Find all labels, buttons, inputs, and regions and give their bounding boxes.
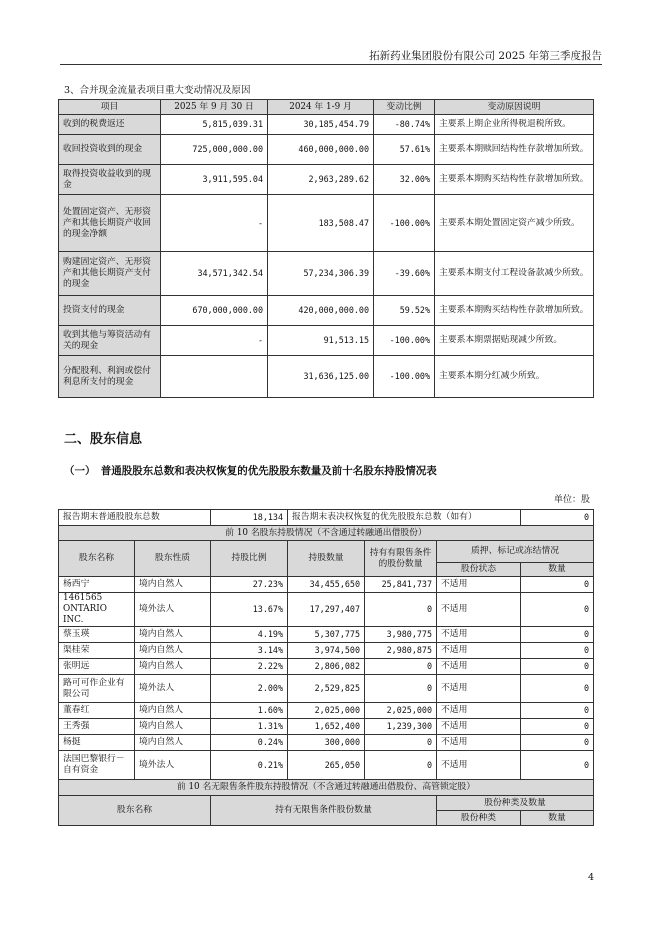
holder-restricted: 0	[365, 659, 437, 675]
report-header-title: 拓新药业集团股份有限公司 2025 年第三季度报告	[369, 50, 602, 62]
ur-col-share-type: 股份种类	[437, 811, 521, 826]
cashflow-changes-table	[58, 99, 594, 398]
shareholder-row	[59, 719, 594, 735]
cf-current-value: 34,571,342.54	[161, 252, 268, 296]
holder-restricted: 2,980,875	[365, 643, 437, 659]
cf-item-name: 投资支付的现金	[59, 296, 161, 326]
holder-ratio: 2.22%	[211, 659, 288, 675]
cashflow-row	[59, 326, 594, 356]
cf-change-ratio: -39.60%	[374, 252, 435, 296]
shareholder-row	[59, 577, 594, 593]
cf-header-change: 变动比例	[374, 100, 435, 115]
holder-share-status: 不适用	[437, 643, 521, 659]
holder-ratio: 13.67%	[211, 593, 288, 627]
cashflow-row	[59, 165, 594, 195]
col-holding-qty: 持股数量	[288, 541, 365, 577]
holder-qty: 34,455,650	[288, 577, 365, 593]
holder-qty: 1,652,400	[288, 719, 365, 735]
cashflow-row	[59, 356, 594, 398]
cf-change-reason: 主要系本期票据贴现减少所致。	[435, 326, 594, 356]
ur-col-holder-name: 股东名称	[59, 796, 211, 826]
holder-restricted: 0	[365, 735, 437, 751]
cf-prior-value: 2,963,289.62	[268, 165, 374, 195]
holder-share-status: 不适用	[437, 659, 521, 675]
holder-qty: 2,025,000	[288, 703, 365, 719]
cf-change-ratio: 57.61%	[374, 135, 435, 165]
holder-share-status: 不适用	[437, 703, 521, 719]
top10-title: 前 10 名股东持股情况（不含通过转融通出借股份）	[59, 526, 594, 541]
page-number: 4	[587, 872, 594, 883]
unrestricted-title: 前 10 名无限售条件股东持股情况（不含通过转融通出借股份、高管锁定股）	[59, 780, 594, 796]
holder-ratio: 1.31%	[211, 719, 288, 735]
cf-change-reason: 主要系本期赎回结构性存款增加所致。	[435, 135, 594, 165]
holder-ratio: 0.24%	[211, 735, 288, 751]
cf-change-ratio: -100.00%	[374, 356, 435, 398]
holder-pledge-amount: 0	[521, 703, 594, 719]
holder-ratio: 1.60%	[211, 703, 288, 719]
shareholder-row	[59, 675, 594, 703]
shareholder-row	[59, 643, 594, 659]
holder-pledge-amount: 0	[521, 643, 594, 659]
holder-nature: 境内自然人	[135, 735, 211, 751]
holder-nature: 境内自然人	[135, 643, 211, 659]
cf-header-item: 项目	[59, 100, 161, 115]
holder-qty: 17,297,407	[288, 593, 365, 627]
holder-pledge-amount: 0	[521, 627, 594, 643]
header-rule	[60, 64, 602, 65]
cf-item-name: 取得投资收益收到的现金	[59, 165, 161, 195]
holder-qty: 2,529,825	[288, 675, 365, 703]
holder-name: 路可可作企业有限公司	[59, 675, 135, 703]
holder-name: 董春红	[59, 703, 135, 719]
holder-restricted: 2,025,000	[365, 703, 437, 719]
holder-qty: 300,000	[288, 735, 365, 751]
cf-item-name: 分配股利、利润或偿付利息所支付的现金	[59, 356, 161, 398]
cf-change-reason: 主要系本期购买结构性存款增加所致。	[435, 165, 594, 195]
holder-nature: 境内自然人	[135, 627, 211, 643]
cf-current-value	[161, 356, 268, 398]
cashflow-row	[59, 115, 594, 135]
holder-name: 法国巴黎银行－自有资金	[59, 751, 135, 780]
holder-restricted: 0	[365, 593, 437, 627]
cashflow-row	[59, 195, 594, 252]
holder-share-status: 不适用	[437, 593, 521, 627]
cf-current-value: -	[161, 195, 268, 252]
holder-nature: 境内自然人	[135, 703, 211, 719]
holder-restricted: 1,239,300	[365, 719, 437, 735]
cf-header-prior: 2024 年 1-9 月	[268, 100, 374, 115]
holder-name: 杨挺	[59, 735, 135, 751]
holder-ratio: 4.19%	[211, 627, 288, 643]
shareholder-row	[59, 735, 594, 751]
cf-change-reason: 主要系上期企业所得税退税所致。	[435, 115, 594, 135]
cf-change-ratio: 59.52%	[374, 296, 435, 326]
cf-change-ratio: 32.00%	[374, 165, 435, 195]
cf-prior-value: 31,636,125.00	[268, 356, 374, 398]
holder-name: 王秀强	[59, 719, 135, 735]
shareholder-section-title: 二、股东信息	[64, 432, 143, 447]
holder-share-status: 不适用	[437, 751, 521, 780]
cf-prior-value: 183,508.47	[268, 195, 374, 252]
col-pledge-group: 质押、标记或冻结情况	[437, 541, 594, 563]
holder-nature: 境内自然人	[135, 577, 211, 593]
cf-prior-value: 57,234,306.39	[268, 252, 374, 296]
ur-col-unrestricted-qty: 持有无限售条件股份数量	[211, 796, 437, 826]
holder-nature: 境外法人	[135, 675, 211, 703]
cf-prior-value: 30,185,454.79	[268, 115, 374, 135]
preferred-holders-label: 报告期末表决权恢复的优先股股东总数（如有）	[288, 510, 521, 526]
holder-share-status: 不适用	[437, 735, 521, 751]
holder-name: 杨西宁	[59, 577, 135, 593]
holder-share-status: 不适用	[437, 627, 521, 643]
holder-nature: 境内自然人	[135, 659, 211, 675]
cf-item-name: 处置固定资产、无形资产和其他长期资产收回的现金净额	[59, 195, 161, 252]
holder-qty: 3,974,500	[288, 643, 365, 659]
cf-current-value: 3,911,595.04	[161, 165, 268, 195]
col-pledge-amount: 数量	[521, 563, 594, 577]
cf-prior-value: 420,000,000.00	[268, 296, 374, 326]
cf-current-value: 5,815,039.31	[161, 115, 268, 135]
holder-share-status: 不适用	[437, 577, 521, 593]
holder-pledge-amount: 0	[521, 719, 594, 735]
cf-header-current: 2025 年 9 月 30 日	[161, 100, 268, 115]
holder-pledge-amount: 0	[521, 577, 594, 593]
col-holder-nature: 股东性质	[135, 541, 211, 577]
col-holding-ratio: 持股比例	[211, 541, 288, 577]
ur-col-amount: 数量	[521, 811, 594, 826]
holder-pledge-amount: 0	[521, 751, 594, 780]
cf-change-ratio: -80.74%	[374, 115, 435, 135]
holder-restricted: 0	[365, 675, 437, 703]
cashflow-section-title: 3、合并现金流量表项目重大变动情况及原因	[64, 85, 251, 96]
cf-change-ratio: -100.00%	[374, 195, 435, 252]
cf-current-value: -	[161, 326, 268, 356]
holder-restricted: 25,841,737	[365, 577, 437, 593]
holder-ratio: 27.23%	[211, 577, 288, 593]
cf-prior-value: 91,513.15	[268, 326, 374, 356]
common-holders-value: 18,134	[211, 510, 288, 526]
holder-pledge-amount: 0	[521, 593, 594, 627]
cf-item-name: 收回投资收到的现金	[59, 135, 161, 165]
shareholder-row	[59, 627, 594, 643]
cf-change-reason: 主要系本期购买结构性存款增加所致。	[435, 296, 594, 326]
cf-current-value: 670,000,000.00	[161, 296, 268, 326]
holder-nature: 境外法人	[135, 751, 211, 780]
cf-change-ratio: -100.00%	[374, 326, 435, 356]
cf-prior-value: 460,000,000.00	[268, 135, 374, 165]
holder-nature: 境内自然人	[135, 719, 211, 735]
holder-ratio: 2.00%	[211, 675, 288, 703]
holder-ratio: 3.14%	[211, 643, 288, 659]
col-holder-name: 股东名称	[59, 541, 135, 577]
unit-label: 单位：股	[553, 495, 590, 505]
common-holders-label: 报告期末普通股股东总数	[59, 510, 211, 526]
cf-header-reason: 变动原因说明	[435, 100, 594, 115]
holder-restricted: 0	[365, 751, 437, 780]
holder-name: 张明远	[59, 659, 135, 675]
holder-name: 1461565 ONTARIO INC.	[59, 593, 135, 627]
holder-pledge-amount: 0	[521, 659, 594, 675]
cf-current-value: 725,000,000.00	[161, 135, 268, 165]
cf-change-reason: 主要系本期支付工程设备款减少所致。	[435, 252, 594, 296]
ur-col-type-group: 股份种类及数量	[437, 796, 594, 811]
shareholder-row	[59, 659, 594, 675]
cf-item-name: 收到其他与筹资活动有关的现金	[59, 326, 161, 356]
shareholder-row	[59, 593, 594, 627]
cf-change-reason: 主要系本期处置固定资产减少所致。	[435, 195, 594, 252]
holder-name: 渠桂荣	[59, 643, 135, 659]
holder-ratio: 0.21%	[211, 751, 288, 780]
col-share-status: 股份状态	[437, 563, 521, 577]
holder-pledge-amount: 0	[521, 675, 594, 703]
holder-share-status: 不适用	[437, 719, 521, 735]
holder-qty: 265,050	[288, 751, 365, 780]
preferred-holders-value: 0	[521, 510, 594, 526]
shareholder-row	[59, 703, 594, 719]
holder-name: 蔡玉瑛	[59, 627, 135, 643]
cashflow-row	[59, 252, 594, 296]
cf-change-reason: 主要系本期分红减少所致。	[435, 356, 594, 398]
holder-restricted: 3,980,775	[365, 627, 437, 643]
cf-item-name: 购建固定资产、无形资产和其他长期资产支付的现金	[59, 252, 161, 296]
col-restricted-qty: 持有有限售条件的股份数量	[365, 541, 437, 577]
cashflow-row	[59, 296, 594, 326]
cashflow-row	[59, 135, 594, 165]
shareholder-subsection-title: （一） 普通股股东总数和表决权恢复的优先股股东数量及前十名股东持股情况表	[64, 465, 437, 477]
shareholder-row	[59, 751, 594, 780]
holder-pledge-amount: 0	[521, 735, 594, 751]
holder-qty: 2,806,082	[288, 659, 365, 675]
holder-nature: 境外法人	[135, 593, 211, 627]
cf-item-name: 收到的税费返还	[59, 115, 161, 135]
shareholder-table	[58, 509, 594, 826]
holder-share-status: 不适用	[437, 675, 521, 703]
holder-qty: 5,307,775	[288, 627, 365, 643]
